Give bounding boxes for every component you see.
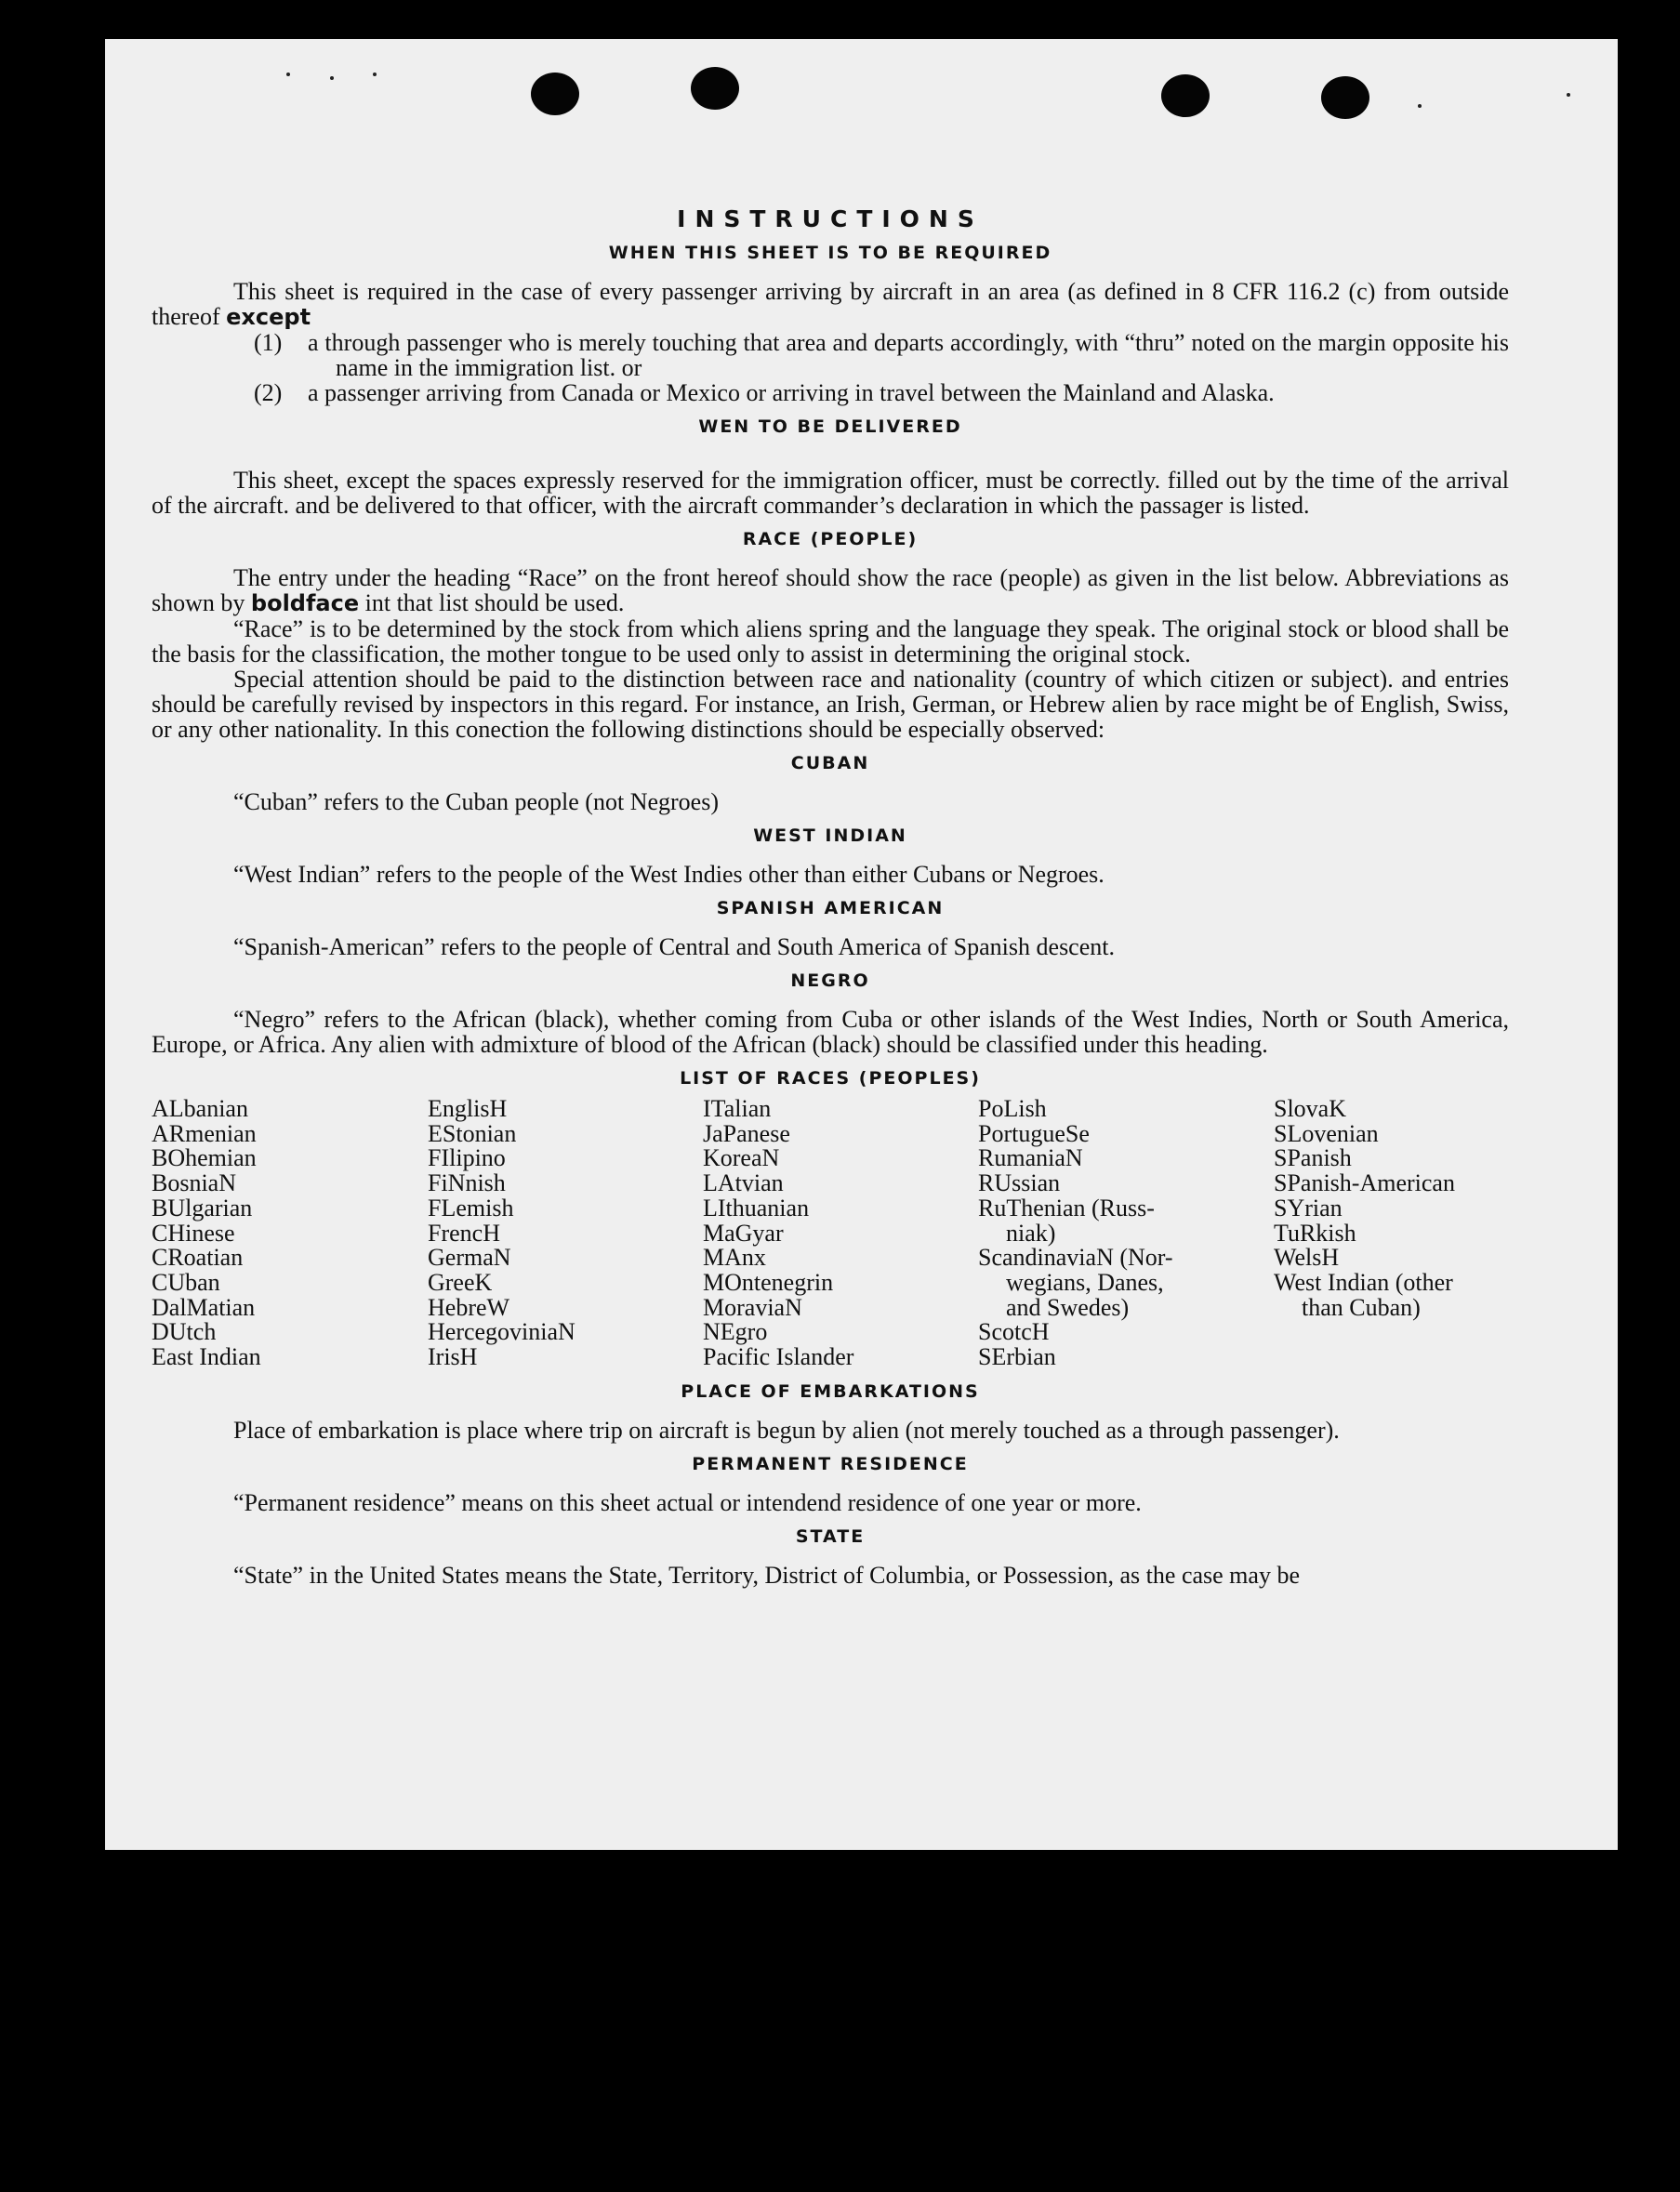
section-heading: SPANISH AMERICAN (716, 898, 945, 918)
race-item: FiNnish (428, 1169, 506, 1197)
race-item: JaPanese (703, 1119, 790, 1147)
race-item: TuRkish (1274, 1219, 1356, 1247)
race-item: WelsH (1274, 1244, 1340, 1272)
race-item: and Swedes) (1006, 1293, 1130, 1321)
speck (286, 73, 290, 76)
race-item: Pacific Islander (703, 1343, 854, 1371)
paragraph: “Permanent residence” means on this sheet actual or intendend residence of one year or more. (233, 1488, 1142, 1516)
race-item: SPanish-American (1274, 1169, 1455, 1197)
speck (1418, 104, 1422, 108)
race-item: SYrian (1274, 1194, 1343, 1221)
paragraph-text: This sheet is required in the case of every passenger arriving by aircraft in an area (as defined in 8 CFR 116.2 (c) from outside thereof (152, 278, 1509, 330)
paragraph: “Race” is to be determined by the stock from which aliens spring and the language they speak. The original stock or blood shall be the basis for the classification, the mother tongue to be used only to assist in determining the original stock. (152, 615, 1509, 667)
race-item: LAtvian (703, 1169, 784, 1197)
section-heading: NEGRO (790, 971, 870, 991)
paragraph: Place of embarkation is place where trip on aircraft is begun by alien (not merely touched as a through passenger). (233, 1416, 1340, 1444)
race-item: ITalian (703, 1095, 772, 1122)
punch-hole (691, 67, 739, 110)
paragraph (152, 565, 1509, 616)
race-item: SPanish (1274, 1144, 1352, 1172)
page-title: INSTRUCTIONS (677, 205, 984, 232)
section-heading: WEN TO BE DELIVERED (698, 416, 962, 437)
race-item: KoreaN (703, 1144, 780, 1172)
races-column (428, 1097, 703, 1370)
race-item: IrisH (428, 1343, 478, 1371)
races-column (978, 1097, 1274, 1370)
race-item: PoLish (978, 1095, 1047, 1122)
race-item: East Indian (152, 1343, 261, 1371)
punch-hole (531, 73, 579, 115)
race-item: LIthuanian (703, 1194, 810, 1221)
race-item: MAnx (703, 1244, 766, 1272)
race-item: FrencH (428, 1219, 500, 1247)
section-heading: LIST OF RACES (PEOPLES) (680, 1068, 981, 1089)
document-sheet (105, 39, 1618, 1850)
race-item: BOhemian (152, 1144, 257, 1172)
list-item (254, 330, 1509, 380)
race-item: FIlipino (428, 1144, 506, 1172)
emphasis-text: except (226, 304, 311, 330)
races-list (152, 1097, 1509, 1370)
races-column (152, 1097, 428, 1370)
race-item: DalMatian (152, 1293, 256, 1321)
paragraph: This sheet, except the spaces expressly reserved for the immigration officer, must be correctly. filled out by the time of the arrival of the aircraft. and be delivered to that officer, with the aircraft commander’s declaration in which the passager is listed. (152, 467, 1509, 519)
paragraph-text: The entry under the heading “Race” on the front hereof should show the race (people) as given in the list below. Abbreviations as shown by (152, 564, 1509, 616)
paragraph: “Negro” refers to the African (black), whether coming from Cuba or other islands of the West Indies, North or South America, Europe, or Africa. Any alien with admixture of blood of the African (black) should be classified under this heading. (152, 1006, 1509, 1058)
list-item-text: a passenger arriving from Canada or Mexico or arriving in travel between the Mainland and Alaska. (308, 379, 1275, 406)
race-item: DUtch (152, 1318, 217, 1346)
race-item: NEgro (703, 1318, 768, 1346)
list-item-number: (2) (254, 379, 283, 406)
paragraph (152, 279, 1509, 330)
race-item: BUlgarian (152, 1194, 253, 1221)
emphasis-text: boldface (250, 590, 360, 616)
paragraph: “Cuban” refers to the Cuban people (not Negroes) (233, 788, 719, 815)
races-column (703, 1097, 978, 1370)
race-item: MaGyar (703, 1219, 784, 1247)
race-item: RuThenian (Russ- (978, 1194, 1155, 1221)
paragraph: “State” in the United States means the State, Territory, District of Columbia, or Possession, as the case may be (233, 1561, 1300, 1589)
paragraph: “West Indian” refers to the people of the West Indies other than either Cubans or Negroes. (233, 861, 1105, 888)
race-item: GermaN (428, 1244, 511, 1272)
race-item: PortugueSe (978, 1119, 1090, 1147)
race-item: CUban (152, 1268, 220, 1296)
punch-hole (1321, 76, 1369, 119)
race-item: HebreW (428, 1293, 510, 1321)
race-item: RUssian (978, 1169, 1061, 1197)
race-item: EStonian (428, 1119, 517, 1147)
list-item (254, 380, 1509, 405)
races-column (1274, 1097, 1509, 1370)
section-heading: STATE (795, 1525, 866, 1547)
race-item: CHinese (152, 1219, 235, 1247)
race-item: MoraviaN (703, 1293, 802, 1321)
speck (1567, 93, 1570, 97)
section-heading: PERMANENT RESIDENCE (692, 1453, 969, 1474)
list-item-number: (1) (254, 329, 283, 356)
speck (330, 76, 334, 80)
race-item: ScandinaviaN (Nor- (978, 1244, 1173, 1272)
section-heading: RACE (PEOPLE) (742, 529, 919, 549)
race-item: SLovenian (1274, 1119, 1379, 1147)
race-item: wegians, Danes, (1006, 1268, 1164, 1296)
instructions-content (152, 165, 1509, 1588)
race-item: CRoatian (152, 1244, 244, 1272)
race-item: niak) (1006, 1219, 1056, 1247)
race-item: ARmenian (152, 1119, 257, 1147)
list-item-text: a through passenger who is merely touching that area and departs accordingly, with “thru” noted on the margin opposite his name in the immigration list. or (308, 329, 1509, 381)
race-item: GreeK (428, 1268, 493, 1296)
section-heading: WHEN THIS SHEET IS TO BE REQUIRED (608, 243, 1052, 263)
race-item: SlovaK (1274, 1095, 1346, 1122)
race-item: HercegoviniaN (428, 1318, 575, 1346)
race-item: than Cuban) (1302, 1293, 1421, 1321)
race-item: FLemish (428, 1194, 514, 1221)
paragraph-text: int that list should be used. (364, 589, 625, 616)
punch-hole (1161, 74, 1210, 117)
race-item: RumaniaN (978, 1144, 1083, 1172)
paragraph: Special attention should be paid to the distinction between race and nationality (country of which citizen or subject). and entries should be carefully revised by inspectors in this regard. For instance, an Irish, German, or Hebrew alien by race might be of English, Swiss, or any other nationality. In this conection the following distinctions should be especially observed: (152, 666, 1509, 743)
section-heading: CUBAN (790, 753, 870, 773)
section-heading: WEST INDIAN (753, 825, 907, 846)
race-item: ScotcH (978, 1318, 1050, 1346)
race-item: SErbian (978, 1343, 1056, 1371)
paragraph: “Spanish-American” refers to the people of Central and South America of Spanish descent. (233, 933, 1115, 960)
race-item: BosniaN (152, 1169, 236, 1197)
race-item: West Indian (other (1274, 1268, 1453, 1296)
race-item: MOntenegrin (703, 1268, 834, 1296)
race-item: EnglisH (428, 1095, 508, 1122)
speck (373, 73, 377, 76)
race-item: ALbanian (152, 1095, 248, 1122)
section-heading: PLACE OF EMBARKATIONS (681, 1380, 980, 1402)
